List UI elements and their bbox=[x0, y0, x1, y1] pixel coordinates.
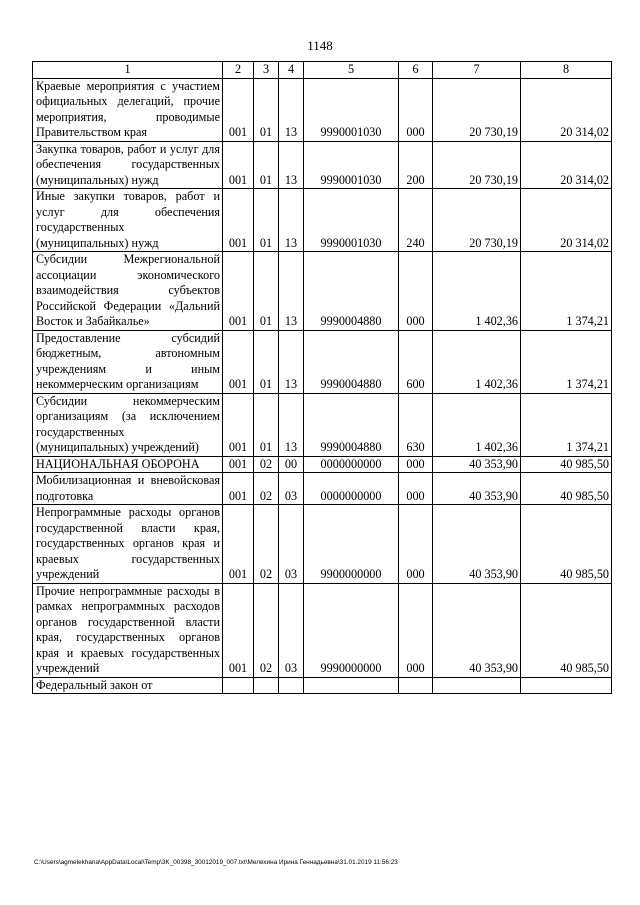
row-ved: 001 bbox=[223, 189, 254, 252]
row-ved: 001 bbox=[223, 583, 254, 677]
row-pr bbox=[279, 677, 304, 694]
row-csr: 9990000000 bbox=[304, 583, 399, 677]
row-pr: 03 bbox=[279, 505, 304, 584]
column-header: 7 bbox=[433, 62, 521, 79]
row-csr: 9990001030 bbox=[304, 189, 399, 252]
table-row bbox=[33, 677, 612, 694]
row-name: Непрограммные расходы органов государственной власти края, государственных органов края и краевых государственных учреждений bbox=[33, 505, 223, 584]
row-sum-2: 1 374,21 bbox=[521, 330, 612, 393]
table-row bbox=[33, 393, 612, 456]
row-rz: 01 bbox=[254, 252, 279, 331]
column-header: 8 bbox=[521, 62, 612, 79]
row-csr: 0000000000 bbox=[304, 473, 399, 505]
column-header: 6 bbox=[399, 62, 433, 79]
row-csr bbox=[304, 677, 399, 694]
row-pr: 00 bbox=[279, 456, 304, 473]
table-row bbox=[33, 505, 612, 584]
row-sum-1: 20 730,19 bbox=[433, 78, 521, 141]
row-sum-2: 40 985,50 bbox=[521, 583, 612, 677]
row-rz: 02 bbox=[254, 505, 279, 584]
row-sum-1: 20 730,19 bbox=[433, 189, 521, 252]
column-header: 3 bbox=[254, 62, 279, 79]
row-csr: 9990001030 bbox=[304, 141, 399, 189]
column-header: 2 bbox=[223, 62, 254, 79]
row-pr: 13 bbox=[279, 393, 304, 456]
row-pr: 13 bbox=[279, 330, 304, 393]
table-row bbox=[33, 252, 612, 331]
row-vr: 600 bbox=[399, 330, 433, 393]
row-name: НАЦИОНАЛЬНАЯ ОБОРОНА bbox=[33, 456, 223, 473]
row-rz: 02 bbox=[254, 583, 279, 677]
row-name: Субсидии некоммерческим организациям (за исключением государственных (муниципальных) учреждений) bbox=[33, 393, 223, 456]
row-rz: 01 bbox=[254, 189, 279, 252]
row-sum-2: 40 985,50 bbox=[521, 473, 612, 505]
row-ved: 001 bbox=[223, 505, 254, 584]
row-rz: 02 bbox=[254, 473, 279, 505]
row-pr: 13 bbox=[279, 189, 304, 252]
row-sum-2: 1 374,21 bbox=[521, 393, 612, 456]
table-row bbox=[33, 189, 612, 252]
row-sum-1 bbox=[433, 677, 521, 694]
file-path-footer: C:\Users\agmelekhana\AppData\Local\Temp\3K_00398_30012019_007.txt\Мелехина Ирина Геннадьевна\31.01.2019 11:56:23 bbox=[34, 859, 398, 866]
row-name: Предоставление субсидий бюджетным, автономным учреждениям и иным некоммерческим организациям bbox=[33, 330, 223, 393]
row-name: Краевые мероприятия с участием официальных делегаций, прочие мероприятия, проводимые Правительством края bbox=[33, 78, 223, 141]
row-name: Прочие непрограммные расходы в рамках непрограммных расходов органов государственной власти края, государственных органов края и краевых государственных учреждений bbox=[33, 583, 223, 677]
row-name: Субсидии Межрегиональной ассоциации экономического взаимодействия субъектов Российской Федерации «Дальний Восток и Забайкалье» bbox=[33, 252, 223, 331]
row-vr: 000 bbox=[399, 583, 433, 677]
table-row bbox=[33, 456, 612, 473]
row-sum-1: 40 353,90 bbox=[433, 505, 521, 584]
row-rz: 01 bbox=[254, 393, 279, 456]
row-csr: 9990004880 bbox=[304, 330, 399, 393]
row-sum-1: 1 402,36 bbox=[433, 330, 521, 393]
row-sum-2: 20 314,02 bbox=[521, 141, 612, 189]
row-rz: 01 bbox=[254, 330, 279, 393]
row-sum-2: 20 314,02 bbox=[521, 78, 612, 141]
row-ved: 001 bbox=[223, 141, 254, 189]
column-header: 4 bbox=[279, 62, 304, 79]
row-vr: 000 bbox=[399, 252, 433, 331]
row-ved: 001 bbox=[223, 473, 254, 505]
table-row bbox=[33, 141, 612, 189]
row-vr: 000 bbox=[399, 78, 433, 141]
row-pr: 03 bbox=[279, 583, 304, 677]
row-sum-2: 20 314,02 bbox=[521, 189, 612, 252]
row-sum-1: 40 353,90 bbox=[433, 583, 521, 677]
row-name: Иные закупки товаров, работ и услуг для обеспечения государственных (муниципальных) нужд bbox=[33, 189, 223, 252]
row-sum-2: 40 985,50 bbox=[521, 456, 612, 473]
row-ved: 001 bbox=[223, 393, 254, 456]
row-pr: 13 bbox=[279, 141, 304, 189]
page-number: 1148 bbox=[307, 38, 333, 53]
row-sum-2: 40 985,50 bbox=[521, 505, 612, 584]
table-row bbox=[33, 330, 612, 393]
row-csr: 9990004880 bbox=[304, 252, 399, 331]
row-vr: 000 bbox=[399, 473, 433, 505]
table-row bbox=[33, 583, 612, 677]
row-sum-1: 40 353,90 bbox=[433, 456, 521, 473]
row-sum-1: 1 402,36 bbox=[433, 252, 521, 331]
row-vr: 000 bbox=[399, 456, 433, 473]
row-csr: 9990001030 bbox=[304, 78, 399, 141]
table-row bbox=[33, 473, 612, 505]
column-header: 1 bbox=[33, 62, 223, 79]
row-rz: 01 bbox=[254, 141, 279, 189]
row-vr: 000 bbox=[399, 505, 433, 584]
row-name: Закупка товаров, работ и услуг для обеспечения государственных (муниципальных) нужд bbox=[33, 141, 223, 189]
row-pr: 13 bbox=[279, 78, 304, 141]
row-pr: 03 bbox=[279, 473, 304, 505]
row-sum-1: 20 730,19 bbox=[433, 141, 521, 189]
row-csr: 0000000000 bbox=[304, 456, 399, 473]
column-header: 5 bbox=[304, 62, 399, 79]
row-name: Федеральный закон от bbox=[33, 677, 223, 694]
row-ved: 001 bbox=[223, 330, 254, 393]
row-sum-2 bbox=[521, 677, 612, 694]
row-pr: 13 bbox=[279, 252, 304, 331]
row-sum-1: 40 353,90 bbox=[433, 473, 521, 505]
row-name: Мобилизационная и вневойсковая подготовка bbox=[33, 473, 223, 505]
row-ved bbox=[223, 677, 254, 694]
row-ved: 001 bbox=[223, 456, 254, 473]
table-row bbox=[33, 78, 612, 141]
table-header-row bbox=[33, 62, 612, 79]
row-rz bbox=[254, 677, 279, 694]
row-ved: 001 bbox=[223, 78, 254, 141]
row-vr bbox=[399, 677, 433, 694]
row-rz: 02 bbox=[254, 456, 279, 473]
row-vr: 630 bbox=[399, 393, 433, 456]
row-rz: 01 bbox=[254, 78, 279, 141]
row-vr: 200 bbox=[399, 141, 433, 189]
row-vr: 240 bbox=[399, 189, 433, 252]
row-sum-1: 1 402,36 bbox=[433, 393, 521, 456]
budget-table bbox=[32, 61, 612, 694]
row-ved: 001 bbox=[223, 252, 254, 331]
row-csr: 9900000000 bbox=[304, 505, 399, 584]
row-csr: 9990004880 bbox=[304, 393, 399, 456]
row-sum-2: 1 374,21 bbox=[521, 252, 612, 331]
